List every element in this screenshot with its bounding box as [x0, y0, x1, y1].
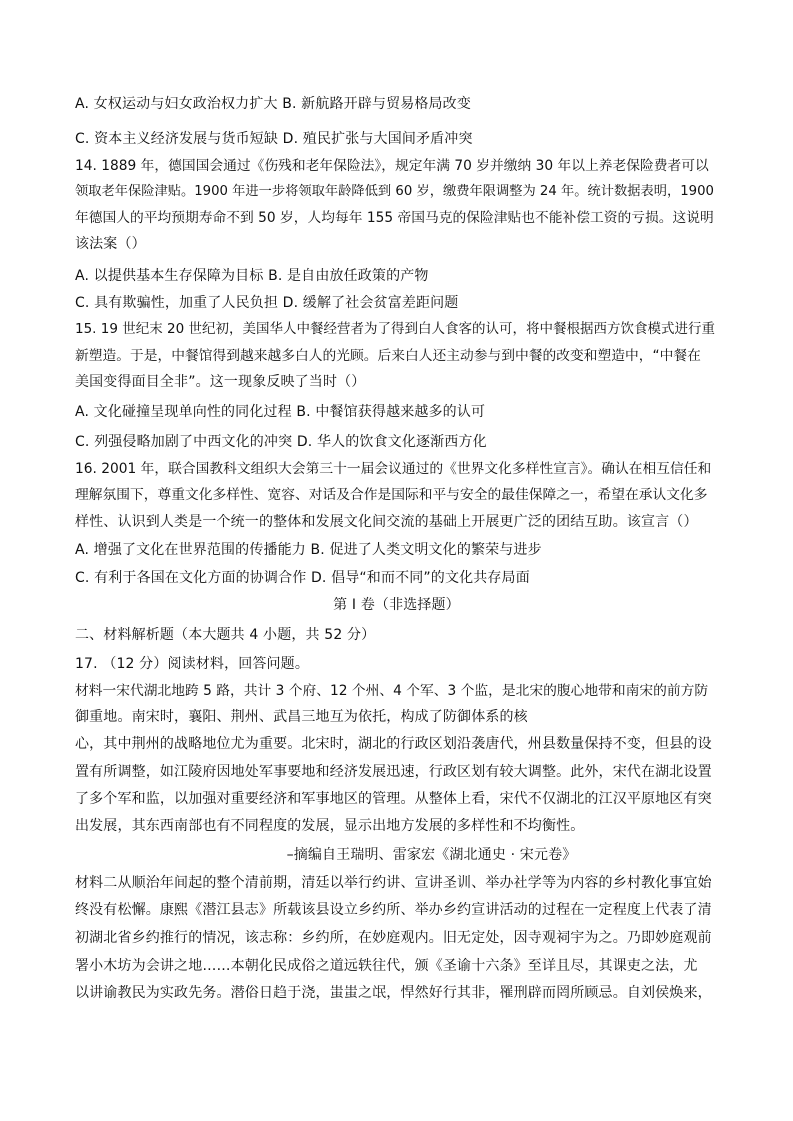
q15-text-line-3: 美国变得面目全非”。这一现象反映了当时（）	[75, 374, 366, 390]
q15-text-line-2: 新塑造。于是，中餐馆得到越来越多白人的光顾。后来白人还主动参与到中餐的改变和塑造中，“中餐在	[75, 348, 701, 364]
q14-option-cd: C. 具有欺骗性，加重了人民负担 D. 缓解了社会贫富差距问题	[75, 295, 459, 311]
q17-material2-line-1: 材料二从顺治年间起的整个清前期，清廷以举行约讲、宣讲圣训、举办社学等为内容的乡村教化事宜始	[75, 875, 712, 891]
q13-options-line-2: C. 资本主义经济发展与货币短缺 D. 殖民扩张与大国间矛盾冲突	[75, 131, 473, 147]
q16-option-cd: C. 有利于各国在文化方面的协调合作 D. 倡导“和而不同”的文化共存局面	[75, 570, 530, 586]
q16-text-line-3: 样性、认识到人类是一个统一的整体和发展文化间交流的基础上开展更广泛的团结互助。该宣言（）	[75, 514, 698, 530]
q17-material1-line-5: 了多个军和监，以加强对重要经济和军事地区的管理。从整体上看，宋代不仅湖北的江汉平原地区有突	[75, 791, 712, 807]
q17-material2-line-5: 以讲谕教民为实政先务。潜俗日趋于浇，蚩蚩之氓，悍然好行其非，罹刑辟而罔所顾忌。自刘侯焕来，	[75, 985, 712, 1001]
q17-material1-line-1: 材料一宋代湖北地跨 5 路，共计 3 个府、12 个州、4 个军、3 个监，是北宋的腹心地带和南宋的前方防	[75, 683, 709, 699]
q14-text-line-2: 领取老年保险津贴。1900 年进一步将领取年龄降低到 60 岁，缴费年限调整为 24 年。统计数据表明，1900	[75, 184, 714, 199]
q17-material2-line-4: 署小木坊为会讲之地……本朝化民成俗之道远轶往代，颁《圣谕十六条》至详且尽，其课吏之法，尤	[75, 958, 698, 974]
q15-option-cd: C. 列强侵略加剧了中西文化的冲突 D. 华人的饮食文化逐渐西方化	[75, 434, 487, 450]
q17-material2-line-3: 初湖北省乡约推行的情况，该志称：乡约所，在妙庭观内。旧无定处，因寺观祠宇为之。乃即妙庭观前	[75, 930, 712, 946]
q17-source-1: –摘编自王瑞明、雷家宏《湖北通史 · 宋元卷》	[286, 847, 577, 863]
volume-title: 第 I 卷（非选择题）	[333, 597, 460, 613]
q16-text-line-2: 理解氛围下，尊重文化多样性、宽容、对话及合作是国际和平与安全的最佳保障之一，希望在承认文化多	[75, 487, 708, 503]
q14-text-line-1: 14. 1889 年，德国国会通过《伤残和老年保险法》，规定年满 70 岁并缴纳 30 年以上养老保险费者可以	[75, 158, 709, 174]
q14-text-line-3: 年德国人的平均预期寿命不到 50 岁，人均每年 155 帝国马克的保险津贴也不能补偿工资的亏损。这说明	[75, 210, 714, 226]
q15-option-ab: A. 文化碰撞呈现单向性的同化过程 B. 中餐馆获得越来越多的认可	[75, 404, 486, 420]
section-title: 二、材料解析题（本大题共 4 小题，共 52 分）	[75, 627, 376, 643]
q14-text-line-4: 该法案（）	[75, 236, 146, 252]
q17-material2-line-2: 终没有松懈。康熙《潜江县志》所载该县设立乡约所、举办乡约宣讲活动的过程在一定程度上代表了清	[75, 902, 712, 918]
q17-material1-line-6: 出发展，其东西南部也有不同程度的发展，显示出地方发展的多样性和不均衡性。	[75, 818, 585, 834]
q17-material1-line-3: 心，其中荆州的战略地位尤为重要。北宋时，湖北的行政区划沿袭唐代，州县数量保持不变，但县的设	[75, 736, 712, 752]
q16-text-line-1: 16. 2001 年，联合国教科文组织大会第三十一届会议通过的《世界文化多样性宣言》。确认在相互信任和	[75, 461, 712, 477]
q14-option-ab: A. 以提供基本生存保障为目标 B. 是自由放任政策的产物	[75, 268, 429, 284]
q17-header: 17. （12 分）阅读材料，回答问题。	[75, 656, 309, 672]
q17-material1-line-4: 置有所调整，如江陵府因地处军事要地和经济发展迅速，行政区划有较大调整。此外，宋代在湖北设置	[75, 764, 712, 780]
q17-material1-line-2: 御重地。南宋时，襄阳、荆州、武昌三地互为依托，构成了防御体系的核	[75, 709, 528, 725]
q13-options-line-1: A. 女权运动与妇女政治权力扩大 B. 新航路开辟与贸易格局改变	[75, 96, 471, 112]
q15-text-line-1: 15. 19 世纪末 20 世纪初，美国华人中餐经营者为了得到白人食客的认可，将中餐根据西方饮食模式进行重	[75, 321, 715, 337]
q16-option-ab: A. 增强了文化在世界范围的传播能力 B. 促进了人类文明文化的繁荣与进步	[75, 542, 542, 558]
